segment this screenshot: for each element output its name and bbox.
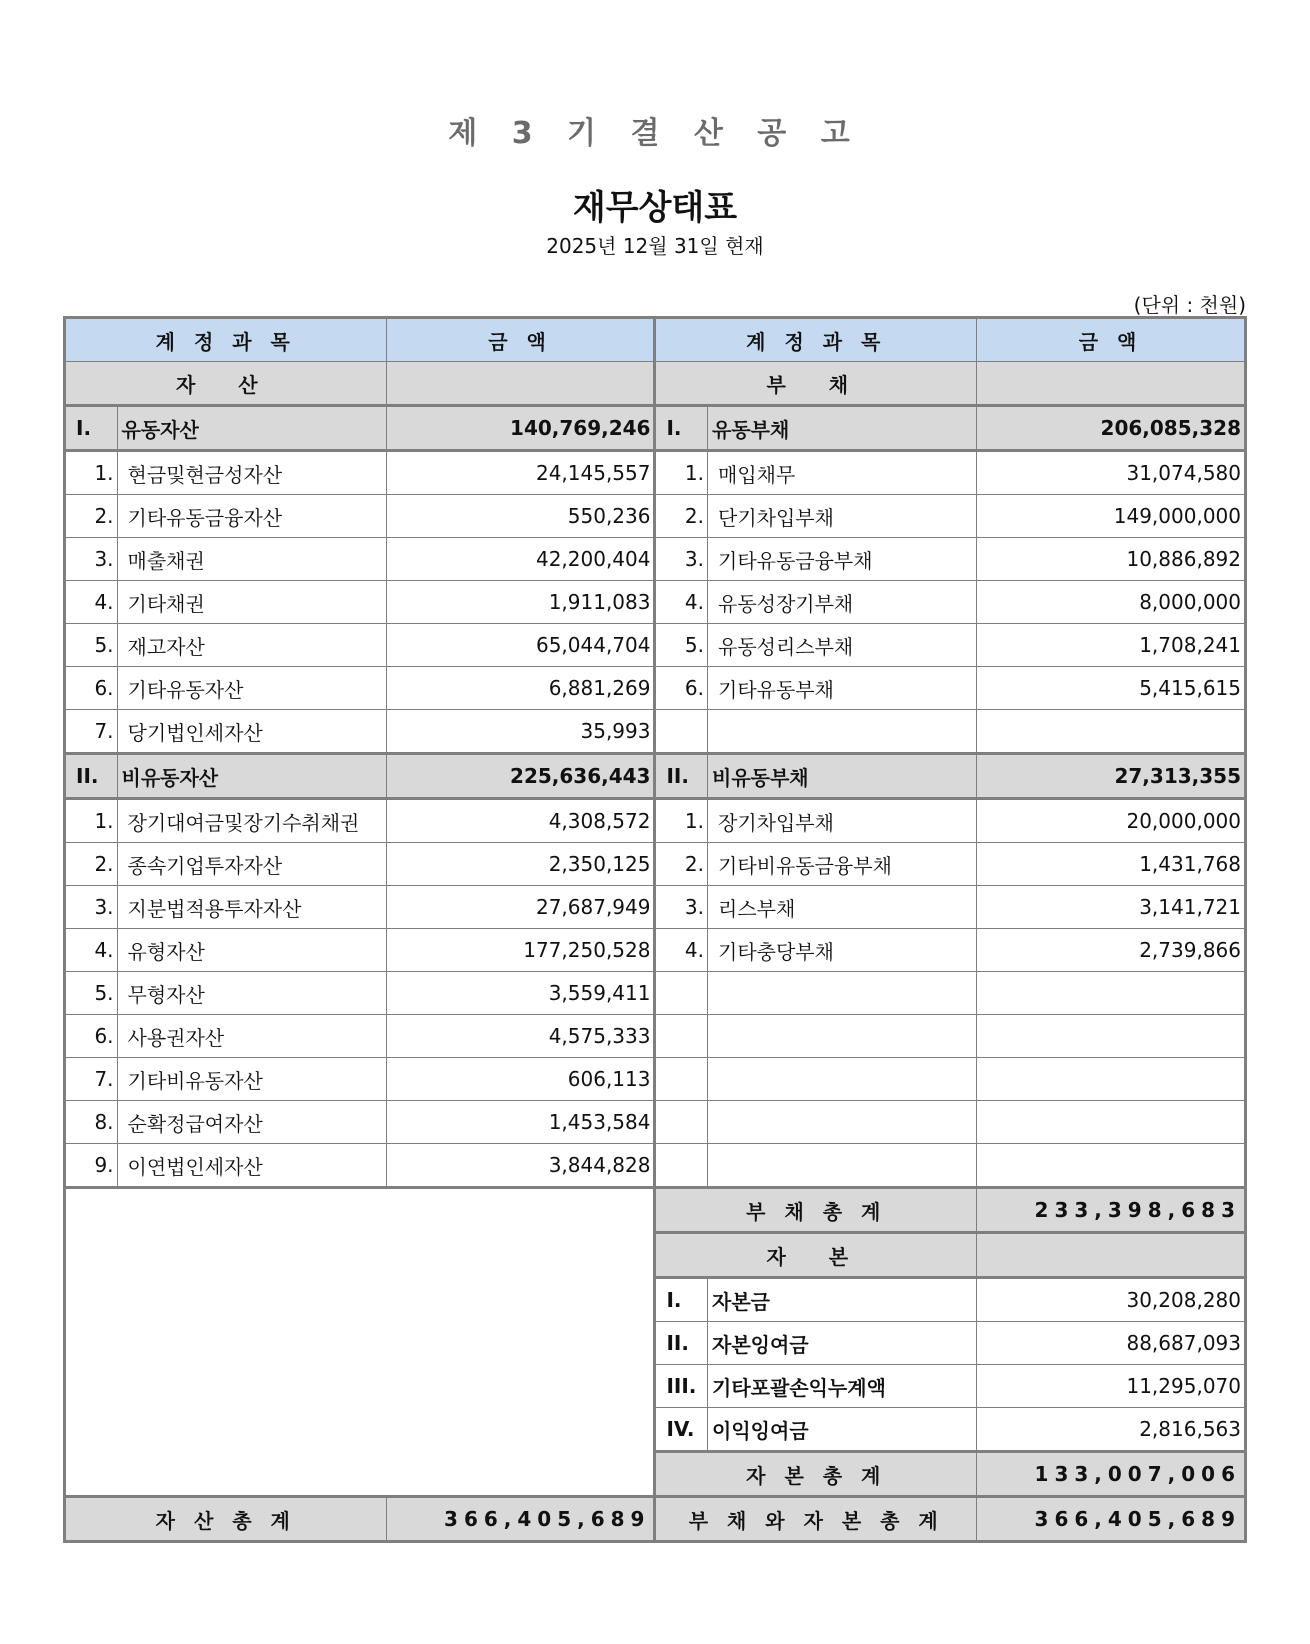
item-no: 3. [65,538,118,581]
item-no: 1. [655,451,708,495]
item-no: 1. [65,799,118,843]
group-no: II. [65,754,118,799]
item-amount: 149,000,000 [977,495,1246,538]
equity-amount: 11,295,070 [977,1365,1246,1408]
item-name: 기타채권 [117,581,386,624]
column-header-row [65,318,1246,362]
header-account-right: 계 정 과 목 [655,318,977,362]
equity-name: 자본잉여금 [708,1322,977,1365]
item-amount: 177,250,528 [386,929,655,972]
item-name: 리스부채 [708,886,977,929]
item-amount: 42,200,404 [386,538,655,581]
group-no: I. [65,406,118,451]
empty-cell [977,1015,1246,1058]
empty-cell [655,710,708,754]
table-row [65,972,1246,1015]
item-no: 1. [65,451,118,495]
item-no: 3. [655,886,708,929]
item-name: 사용권자산 [117,1015,386,1058]
item-name: 유동성장기부채 [708,581,977,624]
blank-area [65,1188,655,1497]
item-no: 2. [65,495,118,538]
item-no: 3. [655,538,708,581]
table-row [65,538,1246,581]
empty-cell [655,972,708,1015]
equity-no: IV. [655,1408,708,1452]
item-no: 9. [65,1144,118,1188]
liabilities-total-amount: 233,398,683 [977,1188,1246,1233]
empty-cell [708,1144,977,1188]
item-name: 장기대여금및장기수취채권 [117,799,386,843]
table-row [65,581,1246,624]
item-name: 유동성리스부채 [708,624,977,667]
group-amount: 206,085,328 [977,406,1246,451]
item-amount: 24,145,557 [386,451,655,495]
empty-cell [708,1058,977,1101]
item-no: 7. [65,710,118,754]
item-name: 매입채무 [708,451,977,495]
item-amount: 606,113 [386,1058,655,1101]
item-name: 기타유동부채 [708,667,977,710]
item-no: 6. [65,667,118,710]
item-amount: 8,000,000 [977,581,1246,624]
item-name: 기타유동금융부채 [708,538,977,581]
item-amount: 1,911,083 [386,581,655,624]
table-row [65,799,1246,843]
table-row [65,1058,1246,1101]
item-no: 2. [655,495,708,538]
item-amount: 550,236 [386,495,655,538]
item-amount: 10,886,892 [977,538,1246,581]
section-assets-amount [386,362,655,406]
group-row [65,754,1246,799]
item-amount: 3,141,721 [977,886,1246,929]
group-name: 유동부채 [708,406,977,451]
assets-total-amount: 366,405,689 [386,1497,655,1542]
item-no: 4. [655,581,708,624]
item-name: 지분법적용투자자산 [117,886,386,929]
item-amount: 20,000,000 [977,799,1246,843]
liab-equity-total-label: 부 채 와 자 본 총 계 [655,1497,977,1542]
item-amount: 31,074,580 [977,451,1246,495]
item-no: 6. [65,1015,118,1058]
item-name: 재고자산 [117,624,386,667]
item-amount: 65,044,704 [386,624,655,667]
section-equity: 자 본 [655,1233,977,1278]
equity-amount: 88,687,093 [977,1322,1246,1365]
item-name: 매출채권 [117,538,386,581]
date-line: 2025년 12월 31일 현재 [546,234,764,258]
item-no: 7. [65,1058,118,1101]
header-amount-right: 금 액 [977,318,1246,362]
table-row [65,710,1246,754]
table-row [65,624,1246,667]
empty-cell [708,1101,977,1144]
equity-name: 자본금 [708,1278,977,1322]
item-no: 3. [65,886,118,929]
item-no: 4. [65,581,118,624]
item-name: 기타유동자산 [117,667,386,710]
equity-amount: 2,816,563 [977,1408,1246,1452]
empty-cell [655,1015,708,1058]
item-amount: 4,308,572 [386,799,655,843]
notice-title: 제 3 기 결 산 공 고 [448,116,862,151]
group-name: 비유동자산 [117,754,386,799]
item-amount: 35,993 [386,710,655,754]
item-name: 기타비유동금융부채 [708,843,977,886]
empty-cell [655,1058,708,1101]
equity-no: I. [655,1278,708,1322]
empty-cell [708,1015,977,1058]
item-name: 현금및현금성자산 [117,451,386,495]
item-amount: 6,881,269 [386,667,655,710]
table-row [65,886,1246,929]
empty-cell [708,972,977,1015]
empty-cell [708,710,977,754]
equity-total-amount: 133,007,006 [977,1452,1246,1497]
table-row [65,1015,1246,1058]
item-no: 4. [65,929,118,972]
item-name: 유형자산 [117,929,386,972]
group-no: I. [655,406,708,451]
equity-name: 기타포괄손익누계액 [708,1365,977,1408]
item-no: 5. [65,624,118,667]
section-row [65,362,1246,406]
unit-label: (단위 : 천원) [1133,293,1246,317]
table-row [65,1144,1246,1188]
table-row [65,495,1246,538]
item-amount: 1,431,768 [977,843,1246,886]
liabilities-total-label: 부 채 총 계 [655,1188,977,1233]
equity-amount: 30,208,280 [977,1278,1246,1322]
empty-cell [655,1144,708,1188]
section-assets: 자 산 [65,362,387,406]
item-no: 1. [655,799,708,843]
empty-cell [977,1144,1246,1188]
item-name: 당기법인세자산 [117,710,386,754]
balance-sheet-table [63,316,1247,1543]
item-amount: 2,350,125 [386,843,655,886]
item-no: 5. [655,624,708,667]
section-liabilities: 부 채 [655,362,977,406]
item-name: 순확정급여자산 [117,1101,386,1144]
table-row [65,929,1246,972]
grand-total-row [65,1497,1246,1542]
group-row [65,406,1246,451]
total-row [65,1188,1246,1233]
item-no: 8. [65,1101,118,1144]
item-name: 종속기업투자자산 [117,843,386,886]
item-no: 2. [65,843,118,886]
equity-name: 이익잉여금 [708,1408,977,1452]
assets-total-label: 자 산 총 계 [65,1497,387,1542]
item-no: 6. [655,667,708,710]
item-no: 4. [655,929,708,972]
empty-cell [977,1101,1246,1144]
item-name: 이연법인세자산 [117,1144,386,1188]
empty-cell [977,710,1246,754]
item-name: 기타유동금융자산 [117,495,386,538]
section-liabilities-amount [977,362,1246,406]
group-name: 유동자산 [117,406,386,451]
item-amount: 3,844,828 [386,1144,655,1188]
item-no: 2. [655,843,708,886]
group-no: II. [655,754,708,799]
item-no: 5. [65,972,118,1015]
group-amount: 27,313,355 [977,754,1246,799]
table-row [65,667,1246,710]
item-name: 단기차입부채 [708,495,977,538]
empty-cell [977,972,1246,1015]
item-amount: 4,575,333 [386,1015,655,1058]
header-account-left: 계 정 과 목 [65,318,387,362]
item-amount: 2,739,866 [977,929,1246,972]
table-row [65,451,1246,495]
item-amount: 27,687,949 [386,886,655,929]
empty-cell [977,1058,1246,1101]
group-name: 비유동부채 [708,754,977,799]
table-row [65,1101,1246,1144]
group-amount: 225,636,443 [386,754,655,799]
equity-no: III. [655,1365,708,1408]
equity-no: II. [655,1322,708,1365]
section-equity-amount [977,1233,1246,1278]
item-amount: 1,453,584 [386,1101,655,1144]
liab-equity-total-amount: 366,405,689 [977,1497,1246,1542]
item-name: 무형자산 [117,972,386,1015]
equity-total-label: 자 본 총 계 [655,1452,977,1497]
item-name: 기타충당부채 [708,929,977,972]
item-name: 장기차입부채 [708,799,977,843]
table-row [65,843,1246,886]
item-amount: 5,415,615 [977,667,1246,710]
header-amount-left: 금 액 [386,318,655,362]
group-amount: 140,769,246 [386,406,655,451]
item-amount: 1,708,241 [977,624,1246,667]
item-amount: 3,559,411 [386,972,655,1015]
empty-cell [655,1101,708,1144]
document-title: 재무상태표 [572,188,738,228]
item-name: 기타비유동자산 [117,1058,386,1101]
